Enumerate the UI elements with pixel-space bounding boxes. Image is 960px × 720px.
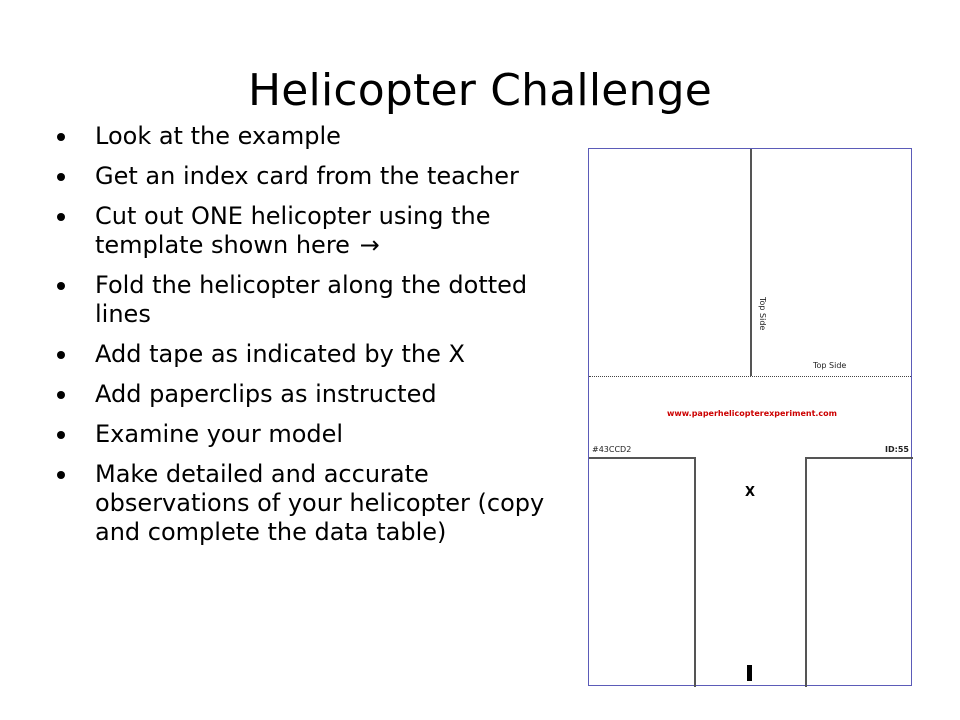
arrow-right-icon: →	[359, 231, 380, 259]
slide-title: Helicopter Challenge	[247, 65, 713, 116]
bullet-dot-icon	[57, 471, 65, 479]
fold-dotted-line	[589, 376, 911, 377]
top-side-vertical-label: Top Side	[758, 297, 767, 331]
bullet-item: Fold the helicopter along the dotted lines	[57, 271, 557, 329]
bullet-item: Examine your model	[57, 420, 557, 449]
bullet-item: Add tape as indicated by the X	[57, 340, 557, 369]
right-cut-horizontal	[805, 457, 913, 459]
bullet-item: Add paperclips as instructed	[57, 380, 557, 409]
tape-x-mark: X	[745, 485, 756, 500]
bullet-item: Look at the example	[57, 122, 557, 151]
helicopter-template	[588, 148, 912, 686]
bullet-dot-icon	[57, 351, 65, 359]
bullet-dot-icon	[57, 391, 65, 399]
template-url: www.paperhelicopterexperiment.com	[667, 409, 838, 418]
bullet-dot-icon	[57, 173, 65, 181]
bullet-item: Get an index card from the teacher	[57, 162, 557, 191]
top-side-horizontal-label: Top Side	[813, 361, 847, 370]
paperclip-mark-icon	[747, 665, 752, 681]
left-cut-vertical	[694, 457, 696, 687]
bullet-dot-icon	[57, 133, 65, 141]
template-code: #43CCD2	[592, 445, 632, 454]
bullet-list	[57, 122, 557, 558]
left-cut-horizontal	[589, 457, 695, 459]
blade-cut-line	[750, 149, 752, 376]
bullet-dot-icon	[57, 213, 65, 221]
bullet-dot-icon	[57, 431, 65, 439]
bullet-dot-icon	[57, 282, 65, 290]
bullet-item: Cut out ONE helicopter using the template shown here →	[57, 202, 557, 260]
template-id: ID:55	[885, 445, 909, 454]
bullet-item: Make detailed and accurate observations of your helicopter (copy and complete the data table)	[57, 460, 557, 547]
right-cut-vertical	[805, 457, 807, 687]
